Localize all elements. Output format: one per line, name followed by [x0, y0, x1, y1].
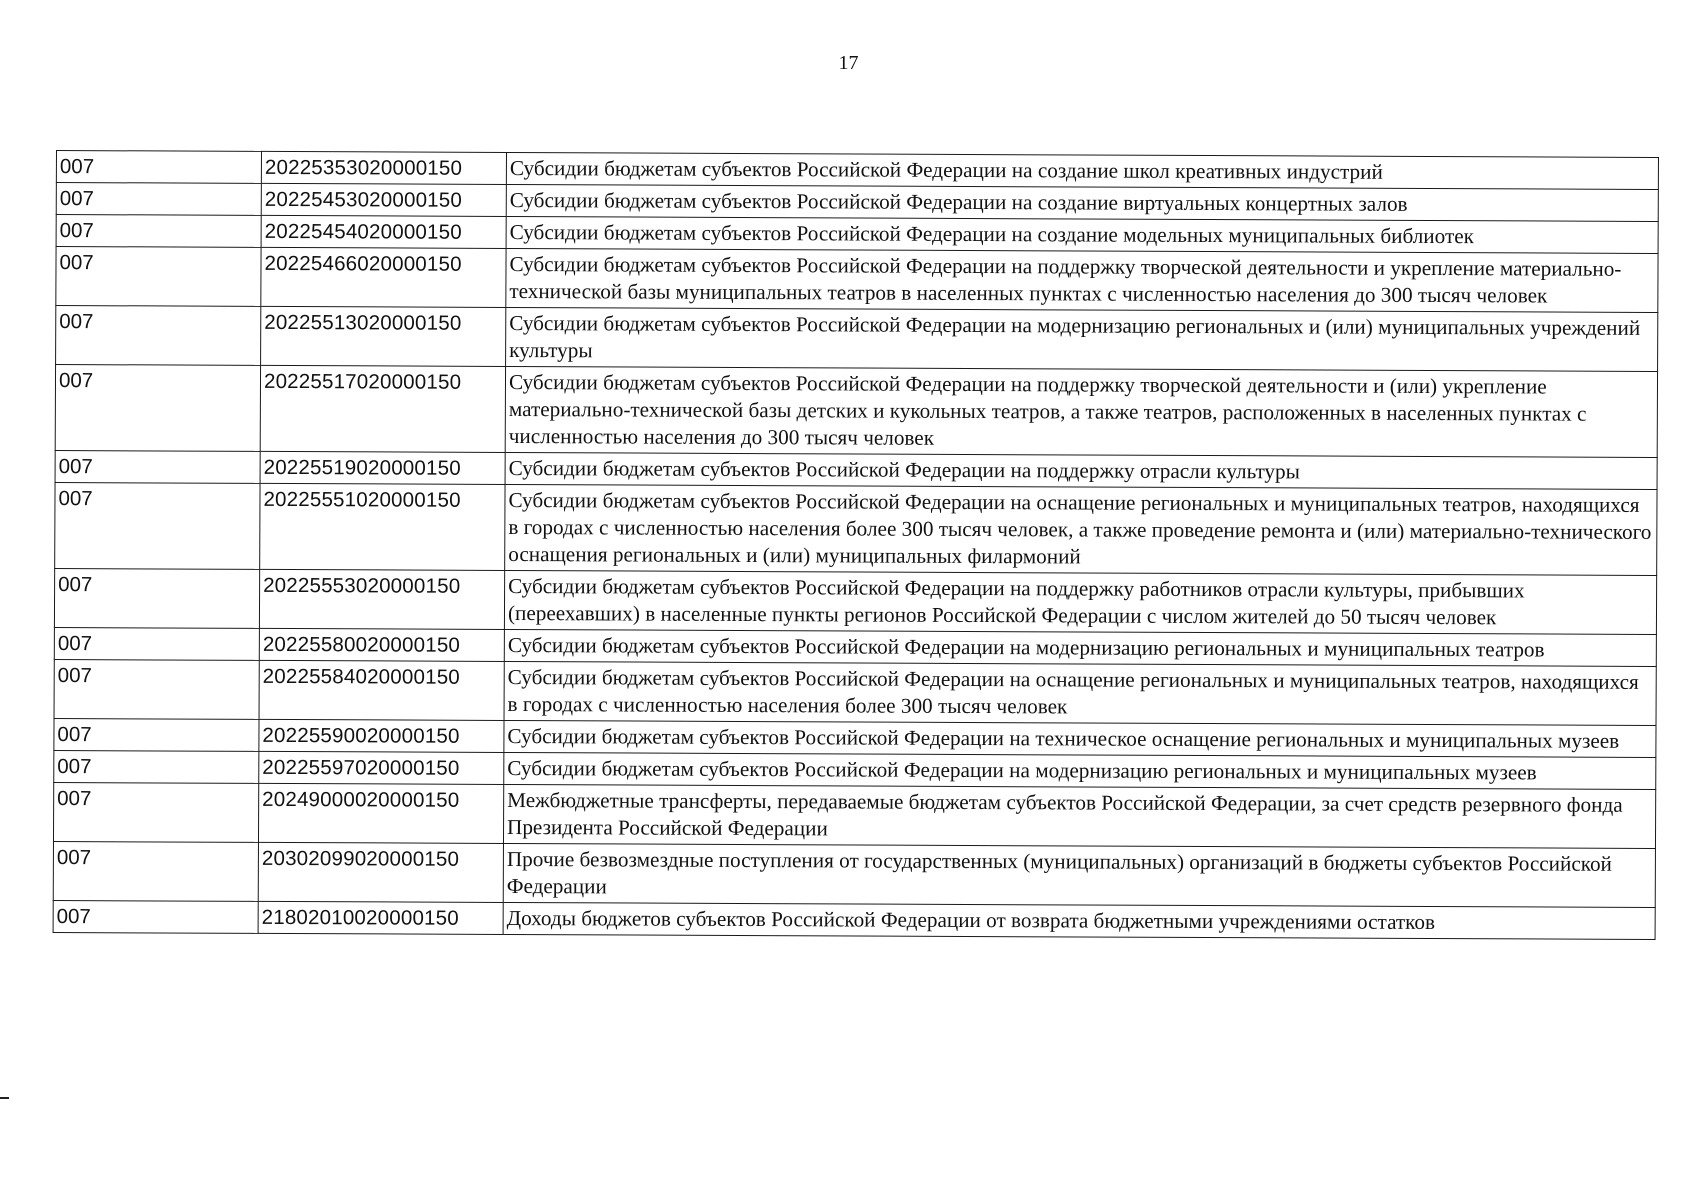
- description-cell: Субсидии бюджетам субъектов Российской Федерации на поддержку творческой деятельности и укрепление материально-технической базы муниципальных театров в населенных пунктах с численностью населения до 300 тысяч человек: [506, 248, 1658, 312]
- admin-code-cell: 007: [56, 215, 261, 248]
- admin-code-cell: 007: [53, 900, 258, 933]
- table-row: [55, 482, 1657, 575]
- admin-code-cell: 007: [53, 782, 258, 842]
- table-row: [53, 841, 1655, 907]
- description-cell: Доходы бюджетов субъектов Российской Федерации от возврата бюджетными учреждениями остатков: [503, 902, 1655, 939]
- description-cell: Субсидии бюджетам субъектов Российской Федерации на поддержку отрасли культуры: [505, 452, 1657, 489]
- admin-code-cell: 007: [56, 183, 261, 216]
- revenue-code-cell: 20225454020000150: [261, 215, 506, 248]
- revenue-code-cell: 20249000020000150: [258, 783, 503, 843]
- revenue-code-cell: 20225597020000150: [259, 751, 504, 784]
- revenue-code-cell: 20225551020000150: [260, 483, 505, 570]
- revenue-code-cell: 20225590020000150: [259, 719, 504, 752]
- admin-code-cell: 007: [54, 568, 259, 628]
- table-row: [54, 659, 1656, 725]
- revenue-code-cell: 20225517020000150: [260, 365, 505, 452]
- revenue-code-cell: 20225513020000150: [261, 306, 506, 366]
- revenue-code-cell: 20225519020000150: [260, 451, 505, 484]
- description-cell: Субсидии бюджетам субъектов Российской Федерации на поддержку работников отрасли культуры, прибывших (переехавших) в населенные пункты регионов Российской Федерации с числом жителей до 50 тысяч человек: [504, 570, 1656, 634]
- table-row: [53, 900, 1655, 939]
- budget-table-container: [53, 150, 1658, 940]
- table-row: [55, 365, 1657, 458]
- revenue-code-cell: 20225466020000150: [261, 247, 506, 307]
- admin-code-cell: 007: [56, 247, 261, 307]
- description-cell: Субсидии бюджетам субъектов Российской Федерации на оснащение региональных и муниципальных театров, находящихся в городах с численностью населения более 300 тысяч человек, а также проведение ремонта и (или) материально-технического оснащения региональных и (или) муниципальных филармоний: [505, 484, 1657, 575]
- revenue-code-cell: 21802010020000150: [258, 901, 503, 934]
- description-cell: Прочие безвозмездные поступления от государственных (муниципальных) организаций в бюджеты субъектов Российской Федерации: [503, 843, 1655, 907]
- description-cell: Субсидии бюджетам субъектов Российской Федерации на модернизацию региональных и (или) муниципальных учреждений культуры: [506, 307, 1658, 371]
- revenue-code-cell: 20225553020000150: [259, 569, 504, 629]
- description-cell: Субсидии бюджетам субъектов Российской Федерации на оснащение региональных и муниципальных театров, находящихся в городах с численностью населения более 300 тысяч человек: [504, 661, 1656, 725]
- revenue-code-cell: 20302099020000150: [258, 842, 503, 902]
- description-cell: Субсидии бюджетам субъектов Российской Федерации на модернизацию региональных и муниципальных музеев: [504, 752, 1656, 789]
- admin-code-cell: 007: [54, 718, 259, 751]
- table-row: [56, 306, 1658, 372]
- admin-code-cell: 007: [53, 841, 258, 901]
- admin-code-cell: 007: [54, 750, 259, 783]
- description-cell: Субсидии бюджетам субъектов Российской Федерации на поддержку творческой деятельности и (или) укрепление материально-технической базы детских и кукольных театров, а также театров, расположенных в населенных пунктах с численностью населения до 300 тысяч человек: [505, 366, 1657, 457]
- admin-code-cell: 007: [55, 482, 260, 569]
- description-cell: Субсидии бюджетам субъектов Российской Федерации на техническое оснащение региональных и муниципальных музеев: [504, 720, 1656, 757]
- description-cell: Межбюджетные трансферты, передаваемые бюджетам субъектов Российской Федерации, за счет средств резервного фонда Президента Российской Федерации: [503, 784, 1655, 848]
- admin-code-cell: 007: [54, 659, 259, 719]
- budget-classification-table: [53, 150, 1659, 940]
- revenue-code-cell: 20225584020000150: [259, 660, 504, 720]
- revenue-code-cell: 20225353020000150: [261, 151, 506, 184]
- description-cell: Субсидии бюджетам субъектов Российской Федерации на модернизацию региональных и муниципальных театров: [504, 629, 1656, 666]
- revenue-code-cell: 20225580020000150: [259, 628, 504, 661]
- admin-code-cell: 007: [54, 627, 259, 660]
- admin-code-cell: 007: [55, 365, 260, 452]
- description-cell: Субсидии бюджетам субъектов Российской Федерации на создание школ креативных индустрий: [506, 152, 1658, 189]
- table-row: [53, 782, 1655, 848]
- table-row: [54, 568, 1656, 634]
- revenue-code-cell: 20225453020000150: [261, 183, 506, 216]
- table-row: [56, 247, 1658, 313]
- admin-code-cell: 007: [55, 450, 260, 483]
- description-cell: Субсидии бюджетам субъектов Российской Федерации на создание модельных муниципальных библиотек: [506, 216, 1658, 253]
- description-cell: Субсидии бюджетам субъектов Российской Федерации на создание виртуальных концертных залов: [506, 184, 1658, 221]
- page-number: 17: [838, 52, 859, 74]
- admin-code-cell: 007: [56, 151, 261, 184]
- scan-edge-mark: [0, 1097, 9, 1099]
- admin-code-cell: 007: [56, 306, 261, 366]
